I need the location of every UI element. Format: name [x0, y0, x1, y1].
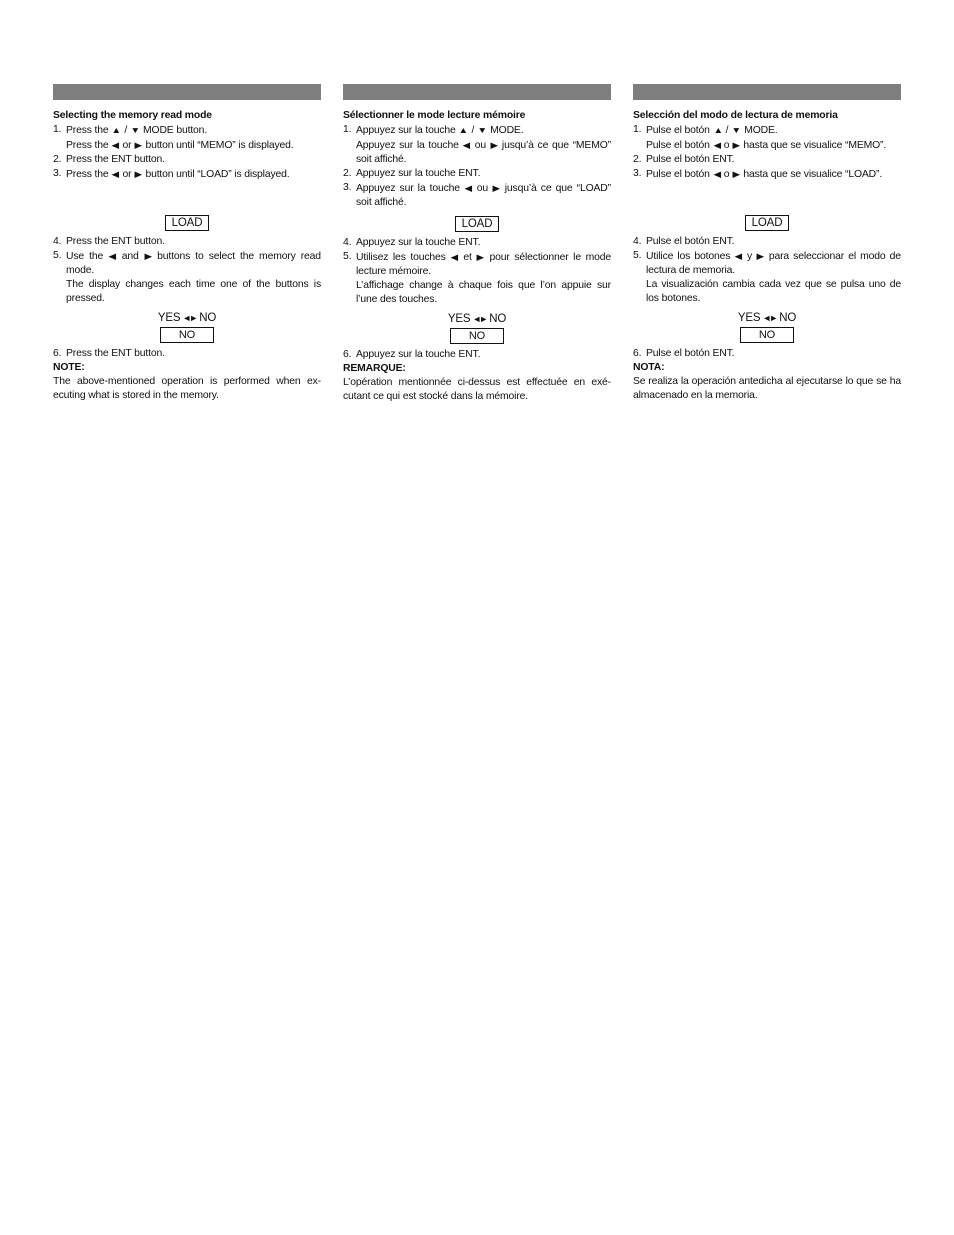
left-triangle-icon: ◀: [111, 140, 120, 150]
step-number: 4.: [633, 236, 642, 247]
left-right-arrow-icon: ◄►: [762, 313, 777, 323]
section-heading: Sélectionner le mode lecture mémoire: [343, 110, 526, 121]
right-triangle-icon: ▶: [732, 140, 741, 150]
left-triangle-icon: ◀: [713, 140, 721, 150]
step-5: 5. Utilisez les touches ◀ et ▶ pour sélectionner le mode lecture mémoire.: [343, 251, 611, 277]
step-number: 1.: [633, 124, 642, 135]
left-triangle-icon: ◀: [713, 169, 721, 179]
display-indicator: [343, 328, 611, 344]
step-2: 2. Appuyez sur la touche ENT.: [343, 168, 481, 179]
french-column: [343, 84, 611, 404]
right-triangle-icon: ▶: [476, 252, 485, 262]
note-text: Se realiza la operación antedicha al ejecutarse lo que se ha almacenado en la memoria.: [633, 376, 901, 401]
left-triangle-icon: ◀: [734, 251, 743, 261]
step-3: 3. Press the ◀ or ▶ button until “LOAD” is displayed.: [53, 168, 290, 180]
display-no: NO: [450, 328, 504, 344]
step-number: 2.: [53, 154, 62, 165]
display-load: LOAD: [165, 215, 209, 231]
yes-no-toggle: YES ◄► NO: [737, 312, 797, 324]
spanish-column: [633, 84, 901, 403]
step-6: 6. Press the ENT button.: [53, 348, 165, 359]
display-load: LOAD: [745, 215, 789, 231]
section-header-bar: [53, 84, 321, 100]
display-no: NO: [740, 327, 794, 343]
left-triangle-icon: ◀: [464, 183, 473, 193]
step-4: 4. Appuyez sur la touche ENT.: [343, 237, 481, 248]
step-number: 4.: [343, 237, 352, 248]
step-number: 6.: [53, 348, 62, 359]
right-triangle-icon: ▶: [490, 140, 498, 150]
step-number: 3.: [343, 182, 352, 193]
down-triangle-icon: ▼: [731, 125, 742, 135]
step-number: 2.: [343, 168, 352, 179]
down-triangle-icon: ▼: [130, 125, 140, 135]
right-triangle-icon: ▶: [134, 140, 143, 150]
step-5: 5. Use the ◀ and ▶ buttons to select the memory read mode.: [53, 250, 321, 276]
right-triangle-icon: ▶: [732, 169, 741, 179]
step-number: 6.: [343, 349, 352, 360]
step-number: 3.: [53, 168, 62, 179]
left-right-arrow-icon: ◄►: [472, 314, 487, 324]
display-indicator: [633, 327, 901, 343]
step-3: 3. Appuyez sur la touche ◀ ou ▶ jusqu’à ce que “LOAD” soit affiché.: [343, 182, 611, 208]
left-triangle-icon: ◀: [108, 251, 117, 261]
step-2: 2. Press the ENT button.: [53, 154, 165, 165]
note-title: NOTE:: [53, 362, 85, 373]
step-3: 3. Pulse el botón ◀ o ▶ hasta que se visualice “LOAD”.: [633, 168, 883, 180]
display-indicator: [53, 327, 321, 343]
display-indicator: [633, 215, 901, 231]
step-4: 4. Press the ENT button.: [53, 236, 165, 247]
down-triangle-icon: ▼: [477, 125, 488, 135]
display-indicator: [343, 216, 611, 232]
note-title: NOTA:: [633, 362, 665, 373]
step-number: 6.: [633, 348, 642, 359]
up-triangle-icon: ▲: [712, 125, 723, 135]
step-6: 6. Appuyez sur la touche ENT.: [343, 349, 481, 360]
display-load: LOAD: [455, 216, 499, 232]
up-triangle-icon: ▲: [111, 125, 122, 135]
section-heading: Selecting the memory read mode: [53, 110, 212, 121]
yes-no-toggle: YES ◄► NO: [157, 312, 217, 324]
step-1-detail: Pulse el botón ◀ o ▶ hasta que se visualice “MEMO”.: [646, 140, 887, 151]
step-number: 2.: [633, 154, 642, 165]
right-triangle-icon: ▶: [134, 169, 143, 179]
right-triangle-icon: ▶: [492, 183, 501, 193]
step-5-detail: The display changes each time one of the buttons is pressed.: [66, 279, 321, 304]
display-indicator: [53, 215, 321, 231]
yes-no-toggle: YES ◄► NO: [447, 313, 507, 325]
step-5-detail: L’affichage change à chaque fois que l’on appuie sur l’une des touches.: [356, 280, 611, 305]
left-triangle-icon: ◀: [462, 140, 471, 150]
note-text: L’opération mentionnée ci-dessus est effectuée en exé-cutant ce qui est stocké dans la mémoire.: [343, 377, 611, 402]
step-number: 1.: [343, 124, 352, 135]
note-text: The above-mentioned operation is performed when ex-ecuting what is stored in the memory.: [53, 376, 321, 401]
section-heading: Selección del modo de lectura de memoria: [633, 110, 838, 121]
step-1-detail: Press the ◀ or ▶ button until “MEMO” is displayed.: [66, 140, 294, 151]
step-number: 5.: [633, 250, 642, 261]
step-number: 5.: [343, 251, 352, 262]
right-triangle-icon: ▶: [144, 251, 152, 261]
step-1: 1. Pulse el botón ▲ / ▼ MODE.: [633, 124, 778, 136]
step-4: 4. Pulse el botón ENT.: [633, 236, 735, 247]
step-5-detail: La visualización cambia cada vez que se pulsa uno de los botones.: [646, 279, 901, 304]
step-number: 3.: [633, 168, 642, 179]
left-triangle-icon: ◀: [111, 169, 120, 179]
right-triangle-icon: ▶: [756, 251, 765, 261]
left-triangle-icon: ◀: [450, 252, 459, 262]
step-6: 6. Pulse el botón ENT.: [633, 348, 735, 359]
display-no: NO: [160, 327, 214, 343]
step-2: 2. Pulse el botón ENT.: [633, 154, 735, 165]
step-number: 1.: [53, 124, 62, 135]
english-column: [53, 84, 321, 403]
step-number: 5.: [53, 250, 62, 261]
left-right-arrow-icon: ◄►: [182, 313, 197, 323]
section-header-bar: [343, 84, 611, 100]
step-1: 1. Appuyez sur la touche ▲ / ▼ MODE.: [343, 124, 524, 136]
step-number: 4.: [53, 236, 62, 247]
section-header-bar: [633, 84, 901, 100]
step-5: 5. Utilice los botones ◀ y ▶ para seleccionar el modo de lectura de memoria.: [633, 250, 901, 276]
up-triangle-icon: ▲: [458, 125, 469, 135]
note-title: REMARQUE:: [343, 363, 406, 374]
step-1: 1. Press the ▲ / ▼ MODE button.: [53, 124, 208, 136]
step-1-detail: Appuyez sur la touche ◀ ou ▶ jusqu’à ce que “MEMO” soit affiché.: [356, 140, 611, 165]
